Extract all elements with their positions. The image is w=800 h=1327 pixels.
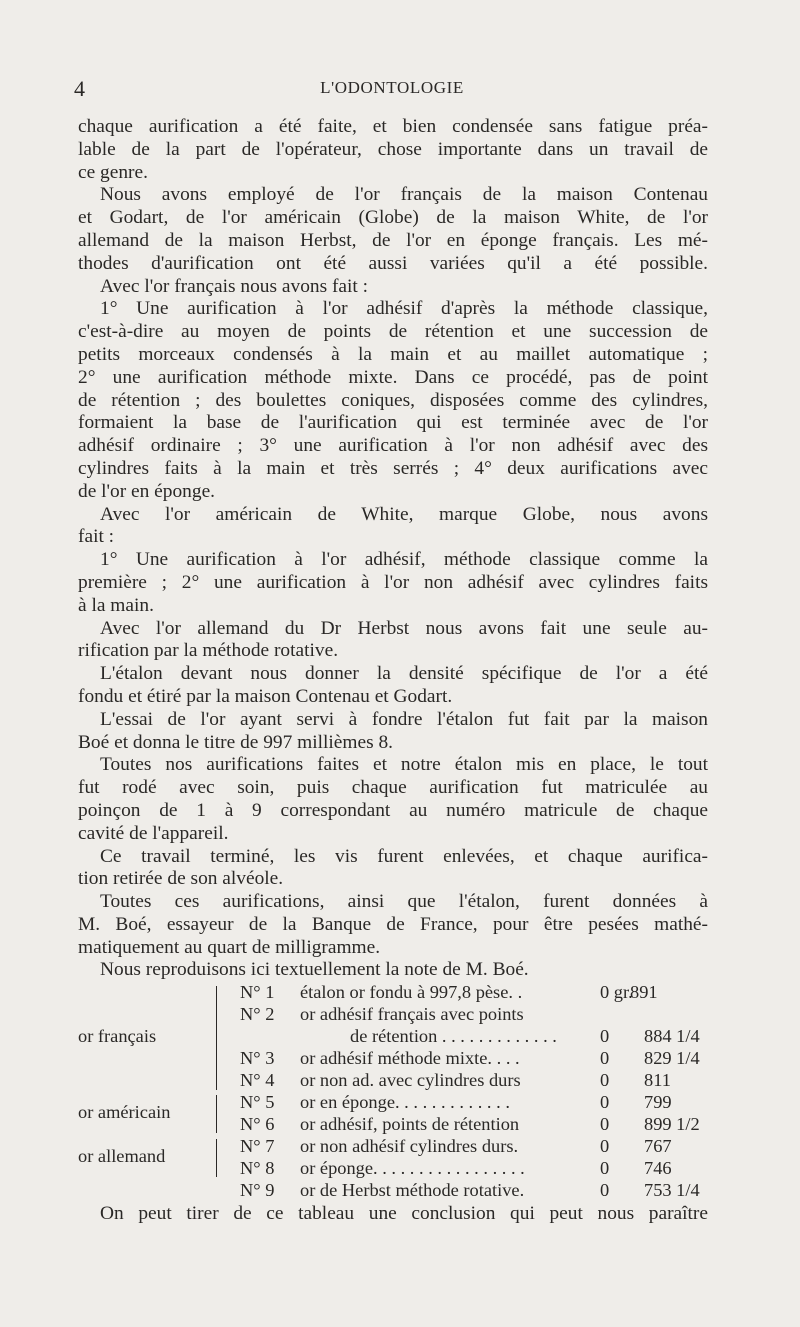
row-description: or éponge. . . . . . . . . . . . . . . . .	[300, 1158, 525, 1179]
row-number: N° 4	[240, 1070, 275, 1091]
text-line: lable de la part de l'opérateur, chose importante dans un travail de	[78, 138, 708, 160]
row-weight: 767	[644, 1136, 672, 1157]
group-label: or allemand	[78, 1146, 166, 1167]
table-row	[78, 1158, 708, 1179]
text-line: de rétention ; des boulettes coniques, disposées comme des cylindres,	[78, 389, 708, 411]
table-row	[78, 1070, 708, 1091]
row-weight: 753 1/4	[644, 1180, 700, 1201]
running-title: L'ODONTOLOGIE	[320, 78, 464, 97]
text-line: Nous avons employé de l'or français de la maison Contenau	[100, 184, 708, 206]
page-number: 4	[74, 76, 85, 101]
text-line: fut rodé avec soin, puis chaque aurification fut matriculée au	[78, 777, 708, 799]
text-line: matiquement au quart de milligramme.	[78, 936, 381, 958]
text-line: On peut tirer de ce tableau une conclusion qui peut nous paraître	[100, 1203, 708, 1225]
text-line: fait :	[78, 526, 115, 548]
text-line: et Godart, de l'or américain (Globe) de la maison White, de l'or	[78, 207, 708, 229]
row-weight: 811	[644, 1070, 671, 1091]
text-line: Nous reproduisons ici textuellement la note de M. Boé.	[100, 959, 529, 981]
text-line: L'essai de l'or ayant servi à fondre l'étalon fut fait par la maison	[100, 708, 708, 730]
row-description: or adhésif, points de rétention	[300, 1114, 520, 1135]
row-description: or en éponge. . . . . . . . . . . . .	[300, 1092, 510, 1113]
table-row	[78, 1048, 708, 1069]
row-weight: 829 1/4	[644, 1048, 700, 1069]
row-unit: 0	[600, 1092, 610, 1113]
row-description: étalon or fondu à 997,8 pèse. .	[300, 982, 523, 1003]
body-text	[78, 116, 708, 1226]
text-line: rification par la méthode rotative.	[78, 640, 339, 662]
text-line: Boé et donna le titre de 997 millièmes 8.	[78, 731, 394, 753]
text-line: première ; 2° une aurification à l'or non adhésif avec cylindres faits	[78, 571, 708, 593]
row-weight: 891	[630, 982, 658, 1003]
text-line: poinçon de 1 à 9 correspondant au numéro matricule de chaque	[78, 799, 708, 821]
row-number: N° 3	[240, 1048, 275, 1069]
text-line: Avec l'or américain de White, marque Globe, nous avons	[100, 503, 708, 525]
text-line: Avec l'or allemand du Dr Herbst nous avons fait une seule au-	[100, 617, 708, 639]
text-line: cylindres faits à la main et très serrés ; 4° deux aurifications avec	[78, 457, 708, 479]
group-label: or américain	[78, 1102, 171, 1123]
text-line: L'étalon devant nous donner la densité spécifique de l'or a été	[100, 663, 708, 685]
row-unit: 0	[600, 1026, 610, 1047]
table-row	[78, 1092, 708, 1113]
row-weight: 899 1/2	[644, 1114, 700, 1135]
text-line: M. Boé, essayeur de la Banque de France, pour être pesées mathé-	[78, 913, 708, 935]
row-number: N° 9	[240, 1180, 275, 1201]
table-row	[78, 1180, 708, 1201]
text-line: petits morceaux condensés à la main et au maillet automatique ;	[78, 343, 708, 365]
row-description: or adhésif méthode mixte. . . .	[300, 1048, 520, 1069]
text-line: 2° une aurification méthode mixte. Dans ce procédé, pas de point	[78, 366, 708, 388]
row-unit: 0	[600, 1136, 610, 1157]
text-line: 1° Une aurification à l'or adhésif, méthode classique comme la	[100, 549, 708, 571]
row-unit: 0	[600, 1180, 610, 1201]
table-row	[78, 982, 708, 1003]
table-row	[78, 1114, 708, 1135]
row-number: N° 2	[240, 1004, 275, 1025]
row-number: N° 8	[240, 1158, 275, 1179]
text-line: tion retirée de son alvéole.	[78, 868, 284, 890]
row-unit: 0	[600, 1070, 610, 1091]
text-line: Ce travail terminé, les vis furent enlevées, et chaque aurifica-	[100, 845, 708, 867]
text-line: thodes d'aurification ont été aussi variées qu'il a été possible.	[78, 252, 708, 274]
text-line: à la main.	[78, 594, 154, 616]
row-number: N° 1	[240, 982, 275, 1003]
text-line: Toutes ces aurifications, ainsi que l'étalon, furent données à	[100, 891, 708, 913]
row-description: or non ad. avec cylindres durs	[300, 1070, 521, 1091]
row-description: or non adhésif cylindres durs.	[300, 1136, 519, 1157]
text-line: 1° Une aurification à l'or adhésif d'après la méthode classique,	[100, 298, 708, 320]
row-number: N° 7	[240, 1136, 275, 1157]
row-unit: 0	[600, 1158, 610, 1179]
row-weight: 799	[644, 1092, 672, 1113]
table-row	[78, 1004, 708, 1025]
table-row	[78, 1136, 708, 1157]
text-line: Avec l'or français nous avons fait :	[100, 275, 369, 297]
row-unit: 0 gr.	[600, 982, 633, 1003]
row-weight: 746	[644, 1158, 672, 1179]
text-line: cavité de l'appareil.	[78, 822, 229, 844]
text-line: de l'or en éponge.	[78, 480, 216, 502]
row-unit: 0	[600, 1048, 610, 1069]
text-line: c'est-à-dire au moyen de points de rétention et une succession de	[78, 321, 708, 343]
table-row	[78, 1026, 708, 1047]
text-line: Toutes nos aurifications faites et notre étalon mis en place, le tout	[100, 754, 708, 776]
text-line: formaient la base de l'aurification qui est terminée avec de l'or	[78, 412, 708, 434]
row-description: de rétention . . . . . . . . . . . . .	[350, 1026, 557, 1047]
text-line: fondu et étiré par la maison Contenau et Godart.	[78, 685, 453, 707]
text-line: adhésif ordinaire ; 3° une aurification à l'or non adhésif avec des	[78, 435, 708, 457]
row-weight: 884 1/4	[644, 1026, 700, 1047]
group-label: or français	[78, 1026, 157, 1047]
weights-table	[78, 982, 708, 1203]
text-line: allemand de la maison Herbst, de l'or en éponge français. Les mé-	[78, 229, 708, 251]
row-unit: 0	[600, 1114, 610, 1135]
row-description: or adhésif français avec points	[300, 1004, 524, 1025]
row-description: or de Herbst méthode rotative.	[300, 1180, 525, 1201]
row-number: N° 5	[240, 1092, 275, 1113]
text-line: ce genre.	[78, 161, 148, 183]
text-line: chaque aurification a été faite, et bien condensée sans fatigue préa-	[78, 116, 708, 137]
row-number: N° 6	[240, 1114, 275, 1135]
page-header	[74, 76, 710, 102]
